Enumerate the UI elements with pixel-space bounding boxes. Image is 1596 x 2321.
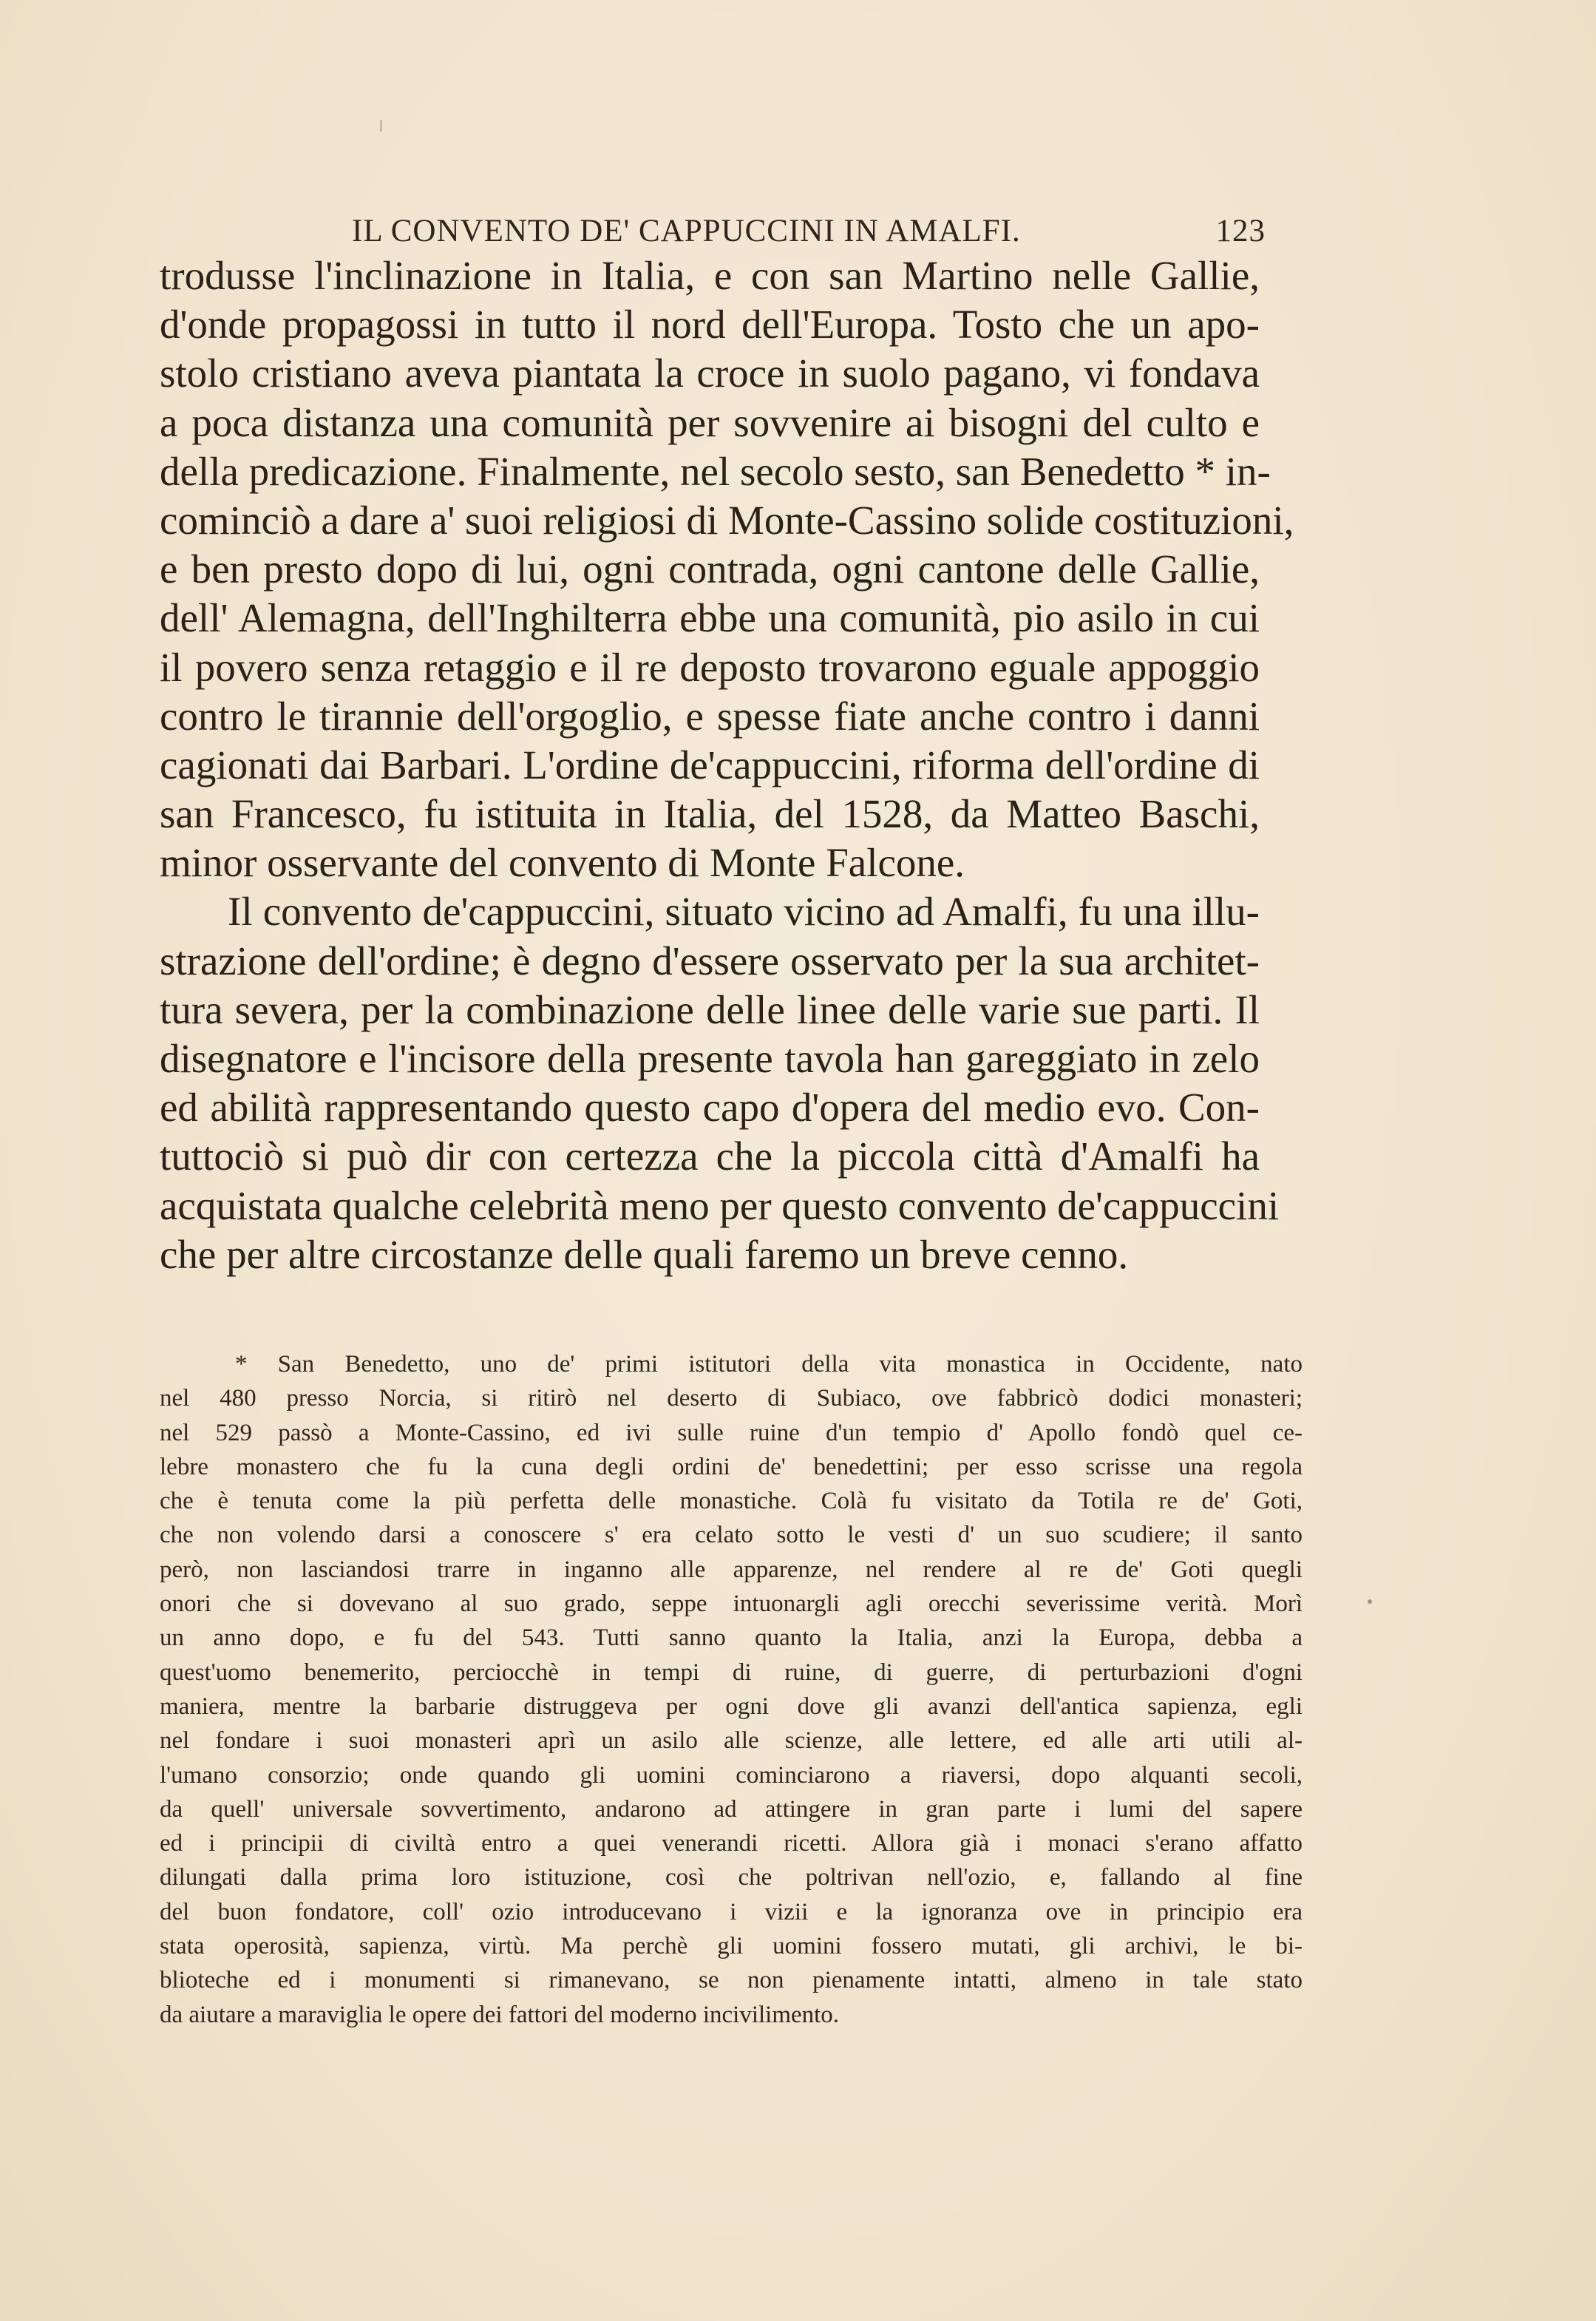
footnote-line: del buon fondatore, coll' ozio introducevano i vizii e la ignoranza ove in principio era: [160, 1898, 1303, 1925]
text-line: Il convento de'cappuccini, situato vicino ad Amalfi, fu una illu-: [228, 889, 1260, 935]
text-line: trodusse l'inclinazione in Italia, e con san Martino nelle Gallie,: [160, 253, 1260, 298]
text-line: acquistata qualche celebrità meno per questo convento de'cappuccini: [160, 1182, 1280, 1228]
text-line: della predicazione. Finalmente, nel secolo sesto, san Benedetto * in-: [160, 448, 1271, 494]
footnote-line: nel fondare i suoi monasteri aprì un asilo alle scienze, alle lettere, ed alle arti utili al-: [160, 1727, 1303, 1755]
text-line: e ben presto dopo di lui, ogni contrada, ogni cantone delle Gallie,: [160, 546, 1260, 592]
text-line: contro le tirannie dell'orgoglio, e spesse fiate anche contro i danni: [160, 693, 1260, 739]
text-line: disegnatore e l'incisore della presente tavola han gareggiato in zelo: [160, 1036, 1260, 1081]
footnote-line: però, non lasciandosi trarre in inganno alle apparenze, nel rendere al re de' Goti quegli: [160, 1556, 1303, 1583]
footnote-line: che è tenuta come la più perfetta delle monastiche. Colà fu visitato da Totila re de' Goti,: [160, 1488, 1303, 1515]
running-title: IL CONVENTO DE' CAPPUCCINI IN AMALFI.: [352, 214, 1021, 248]
text-line: d'onde propagossi in tutto il nord dell'Europa. Tosto che un apo-: [160, 302, 1260, 348]
footnote-line: blioteche ed i monumenti si rimanevano, se non pienamente intatti, almeno in tale stato: [160, 1967, 1303, 1994]
footnote-line: stata operosità, sapienza, virtù. Ma perchè gli uomini fossero mutati, gli archivi, le bi-: [160, 1933, 1303, 1960]
footnote-line: quest'uomo benemerito, perciocchè in tempi di ruine, di guerre, di perturbazioni d'ogni: [160, 1658, 1303, 1686]
text-line: dell' Alemagna, dell'Inghilterra ebbe una comunità, pio asilo in cui: [160, 595, 1260, 641]
text-line: cominciò a dare a' suoi religiosi di Monte-Cassino solide costituzioni,: [160, 497, 1294, 543]
footnote-line: che non volendo darsi a conoscere s' era celato sotto le vesti d' un suo scudiere; il santo: [160, 1522, 1303, 1549]
page-number: 123: [1215, 214, 1266, 248]
footnote-line: lebre monastero che fu la cuna degli ordini de' benedettini; per esso scrisse una regola: [160, 1453, 1303, 1480]
footnote-line: dilungati dalla prima loro istituzione, così che poltrivan nell'ozio, e, fallando al fine: [160, 1864, 1303, 1891]
footnote-line: un anno dopo, e fu del 543. Tutti sanno quanto la Italia, anzi la Europa, debba a: [160, 1624, 1303, 1652]
main-text-block: [160, 251, 1294, 1279]
text-line: tura severa, per la combinazione delle linee delle varie sue parti. Il: [160, 986, 1260, 1032]
text-line: che per altre circostanze delle quali faremo un breve cenno.: [160, 1231, 1129, 1277]
text-line: a poca distanza una comunità per sovvenire ai bisogni del culto e: [160, 399, 1260, 445]
footnote-line: da quell' universale sovvertimento, andarono ad attingere in gran parte i lumi del sapere: [160, 1795, 1303, 1823]
page-header: [352, 213, 1266, 257]
footnote-line: maniera, mentre la barbarie distruggeva per ogni dove gli avanzi dell'antica sapienza, egli: [160, 1693, 1303, 1720]
paper-mark: [380, 120, 382, 132]
footnote-line: onori che si dovevano al suo grado, seppe intuonargli agli orecchi severissime verità. Morì: [160, 1590, 1303, 1618]
text-line: tuttociò si può dir con certezza che la piccola città d'Amalfi ha: [160, 1134, 1260, 1179]
footnote-block: [160, 1347, 1303, 2032]
footnote-line: nel 529 passò a Monte-Cassino, ed ivi sulle ruine d'un tempio d' Apollo fondò quel ce-: [160, 1419, 1303, 1446]
text-line: strazione dell'ordine; è degno d'essere osservato per la sua architet-: [160, 938, 1260, 983]
footnote-line: l'umano consorzio; onde quando gli uomini cominciarono a riaversi, dopo alquanti secoli,: [160, 1761, 1303, 1789]
text-line: ed abilità rappresentando questo capo d'opera del medio evo. Con-: [160, 1085, 1260, 1131]
footnote-line: ed i principii di civiltà entro a quei venerandi ricetti. Allora già i monaci s'erano affatto: [160, 1830, 1303, 1857]
paper-speck: [1368, 1599, 1372, 1604]
footnote-line: da aiutare a maraviglia le opere dei fattori del moderno incivilimento.: [160, 2001, 840, 2028]
text-line: san Francesco, fu istituita in Italia, del 1528, da Matteo Baschi,: [160, 791, 1260, 837]
text-line: il povero senza retaggio e il re deposto trovarono eguale appoggio: [160, 644, 1260, 690]
text-line: stolo cristiano aveva piantata la croce in suolo pagano, vi fondava: [160, 350, 1260, 396]
text-line: minor osservante del convento di Monte Falcone.: [160, 840, 965, 886]
text-line: cagionati dai Barbari. L'ordine de'cappuccini, riforma dell'ordine di: [160, 742, 1260, 787]
footnote-line: nel 480 presso Norcia, si ritirò nel deserto di Subiaco, ove fabbricò dodici monasteri;: [160, 1385, 1303, 1412]
footnote-line: * San Benedetto, uno de' primi istitutori della vita monastica in Occidente, nato: [235, 1351, 1303, 1378]
